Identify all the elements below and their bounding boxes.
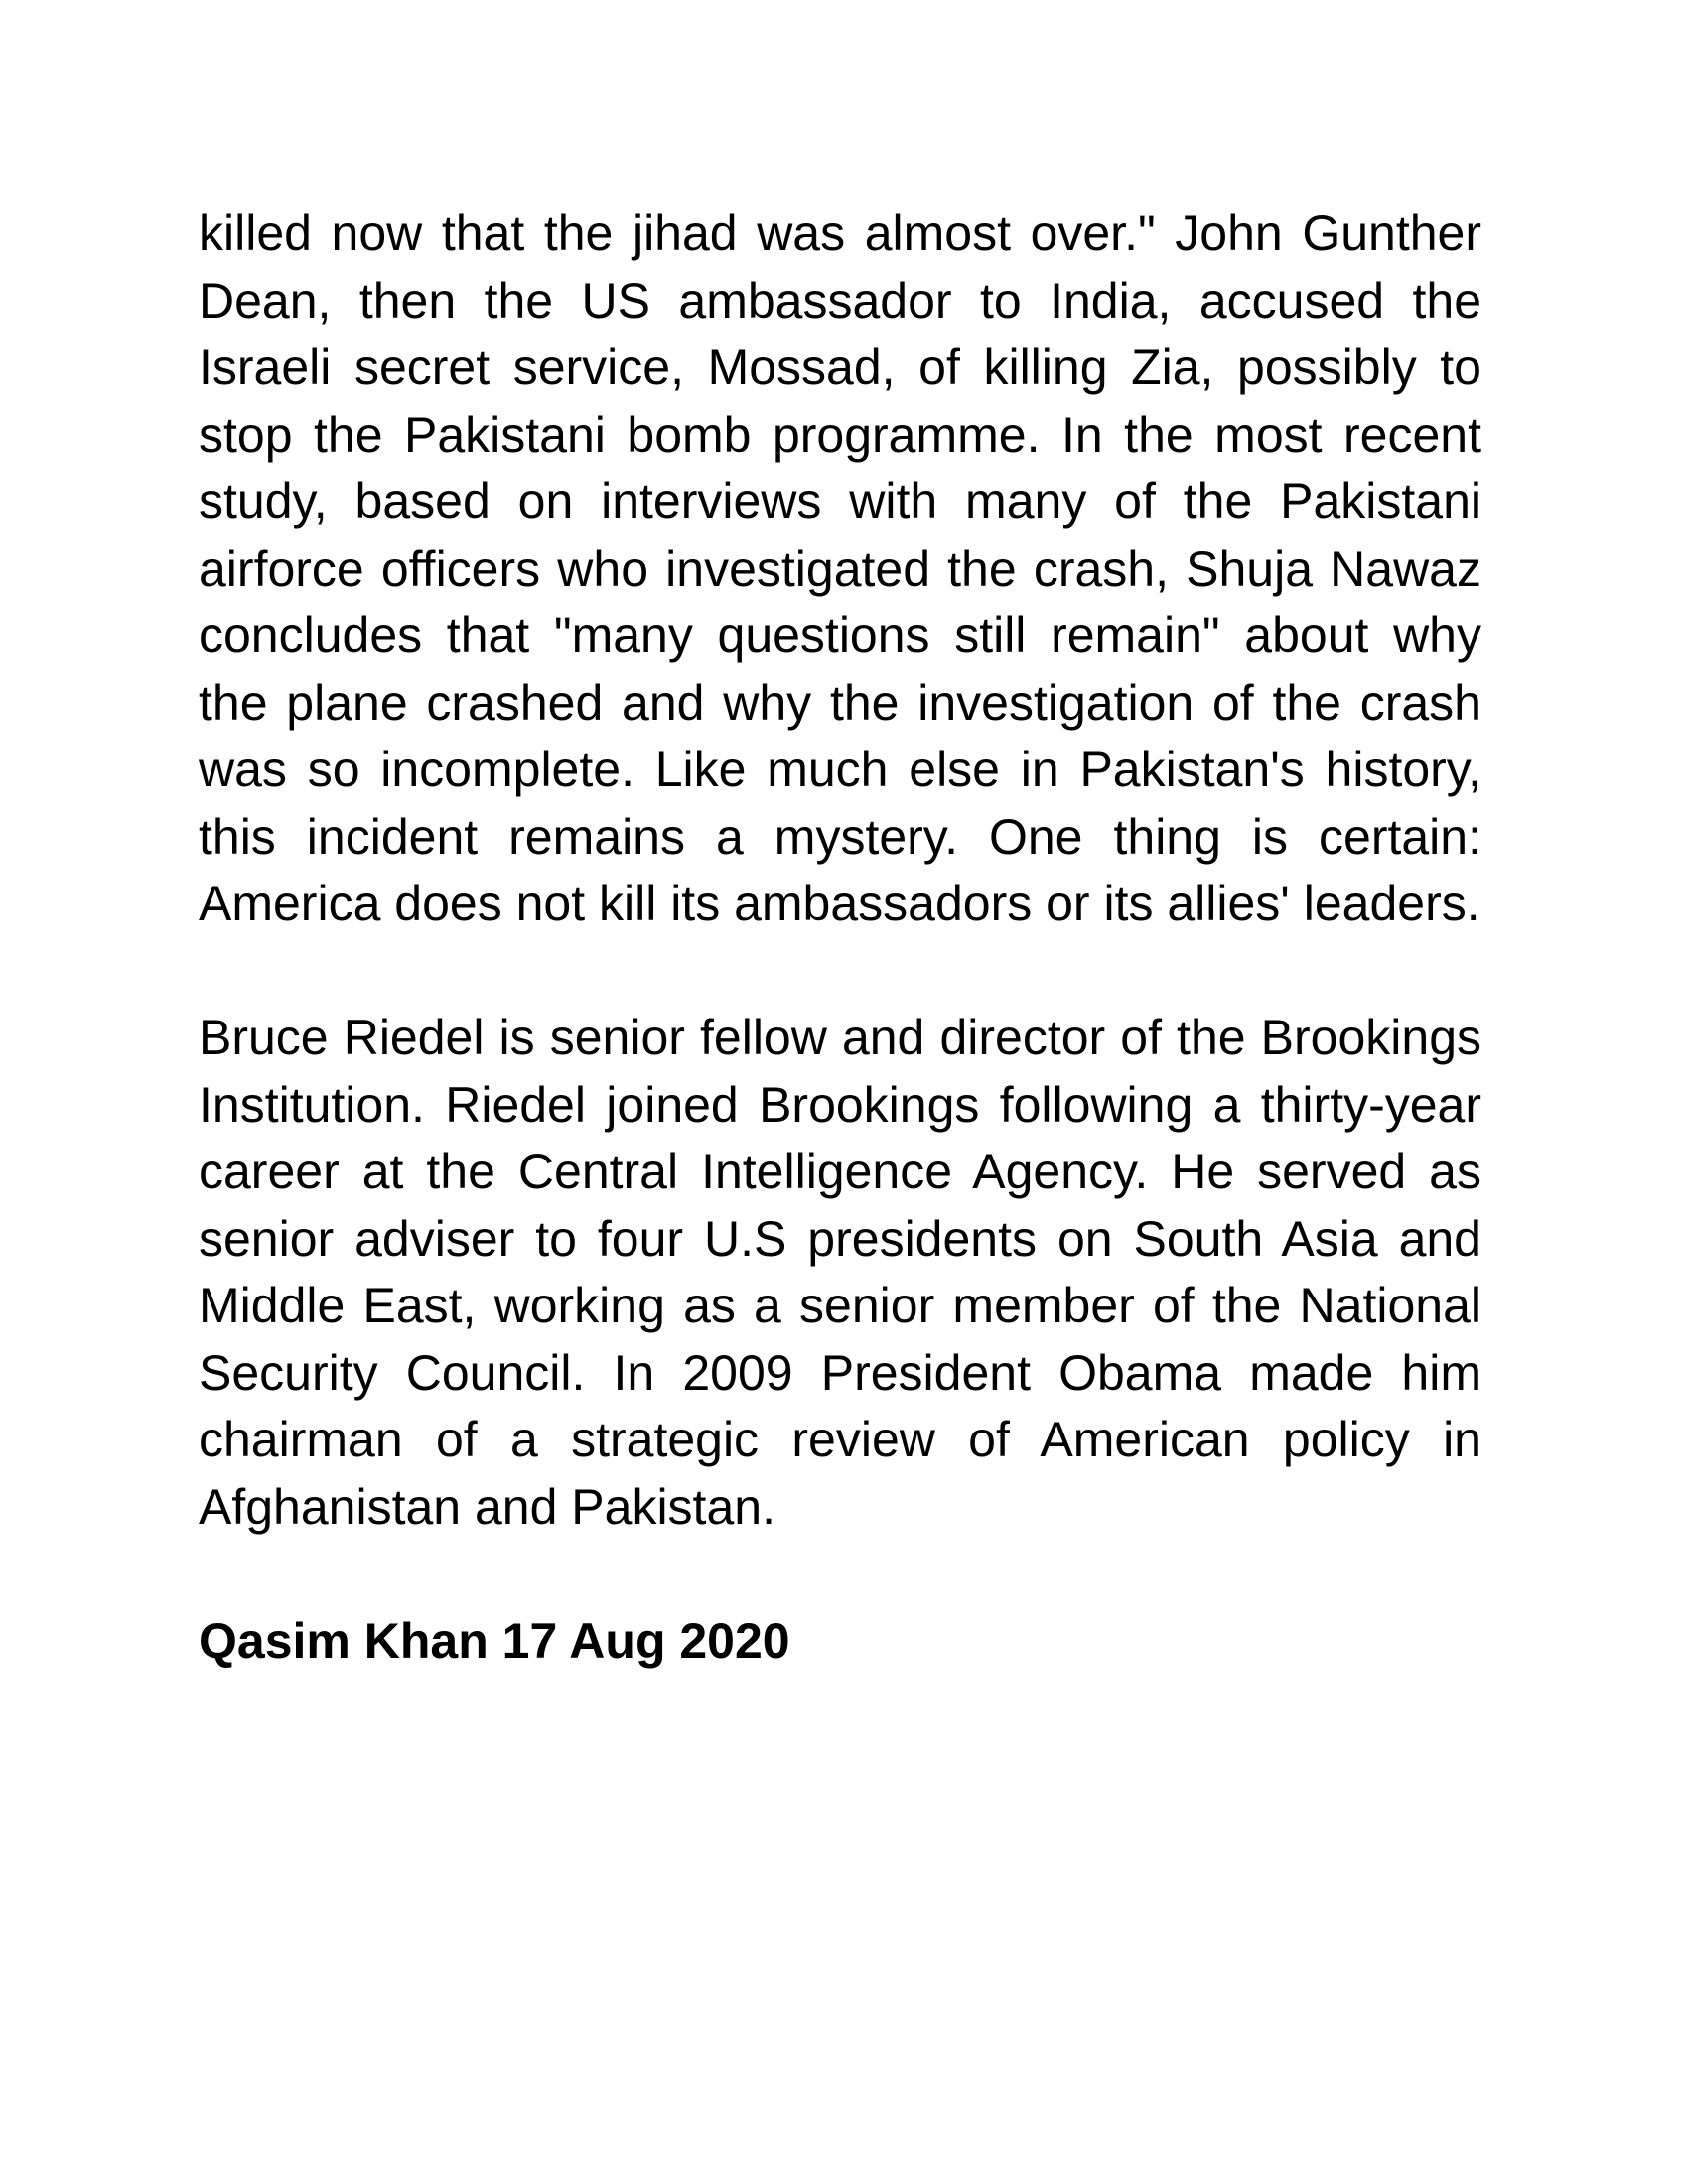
paragraph-zia-crash: killed now that the jihad was almost over." John Gunther Dean, then the US ambassador to India, accused the Israeli secret service, Mossad, of killing Zia, possibly to stop the Pakistani bomb programme. In the most recent study, based on interviews with many of the Pakistani airforce officers who investigated the crash, Shuja Nawaz concludes that "many questions still remain" about why the plane crashed and why the investigation of the crash was so incomplete. Like much else in Pakistan's history, this incident remains a mystery. One thing is certain: America does not kill its ambassadors or its allies' leaders. (199, 205, 1481, 931)
author-signature: Qasim Khan 17 Aug 2020 (199, 1612, 790, 1669)
document-body (199, 201, 1481, 1675)
paragraph-author-bio: Bruce Riedel is senior fellow and director of the Brookings Institution. Riedel joined Brookings following a thirty-year career at the Central Intelligence Agency. He served as senior adviser to four U.S presidents on South Asia and Middle East, working as a senior member of the National Security Council. In 2009 President Obama made him chairman of a strategic review of American policy in Afghanistan and Pakistan. (199, 1010, 1481, 1535)
